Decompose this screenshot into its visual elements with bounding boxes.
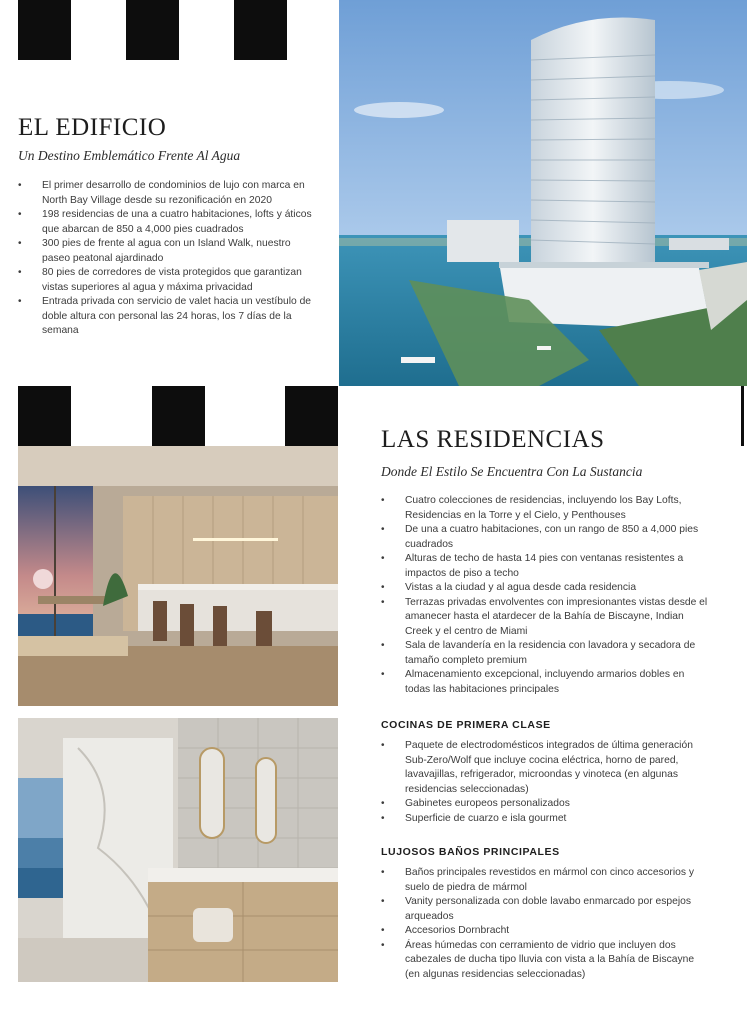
list-item: • Sala de lavandería en la residencia con lavadora y secadora de tamaño completo premium bbox=[381, 639, 711, 668]
list-item: • Almacenamiento excepcional, incluyendo armarios dobles en todas las habitaciones principales bbox=[381, 668, 711, 697]
list-item: • El primer desarrollo de condominios de lujo con marca en North Bay Village desde su rezonificación en 2020 bbox=[18, 179, 318, 208]
residencias-title: LAS RESIDENCIAS bbox=[381, 426, 605, 453]
banos-bullet-list bbox=[381, 866, 711, 982]
top-stripe-bar bbox=[18, 0, 338, 60]
list-item: • Entrada privada con servicio de valet hacia un vestíbulo de doble altura con personal las 24 horas, los 7 días de la semana bbox=[18, 295, 318, 339]
list-item: • Alturas de techo de hasta 14 pies con ventanas resistentes a impactos de piso a techo bbox=[381, 552, 711, 581]
kitchen-interior-photo bbox=[18, 446, 338, 706]
list-item: • Áreas húmedas con cerramiento de vidrio que incluyen dos cabezales de ducha tipo lluvia con vista a la Bahía de Biscayne (en algunas residencias seleccionadas) bbox=[381, 939, 711, 983]
list-item: • Vistas a la ciudad y al agua desde cada residencia bbox=[381, 581, 711, 596]
list-item: • Paquete de electrodomésticos integrados de última generación Sub-Zero/Wolf que incluye cocina eléctrica, horno de pared, lavavajillas, refrigerador, microondas y vinoteca (en algunas residencias seleccionadas) bbox=[381, 739, 711, 797]
list-item: • Gabinetes europeos personalizados bbox=[381, 797, 711, 812]
edificio-bullet-list bbox=[18, 179, 318, 339]
list-item: • Terrazas privadas envolventes con impresionantes vistas desde el amanecer hasta el atardecer de la Bahía de Biscayne, Indian Creek y el centro de Miami bbox=[381, 596, 711, 640]
edificio-title: EL EDIFICIO bbox=[18, 114, 167, 141]
middle-stripe-bar bbox=[18, 386, 338, 446]
cocinas-heading: COCINAS DE PRIMERA CLASE bbox=[381, 719, 551, 731]
list-item: • 198 residencias de una a cuatro habitaciones, lofts y áticos que abarcan de 850 a 4,000 pies cuadrados bbox=[18, 208, 318, 237]
list-item: • Cuatro colecciones de residencias, incluyendo los Bay Lofts, Residencias en la Torre y el Cielo, y Penthouses bbox=[381, 494, 711, 523]
banos-heading: LUJOSOS BAÑOS PRINCIPALES bbox=[381, 846, 560, 858]
edificio-subtitle: Un Destino Emblemático Frente Al Agua bbox=[18, 148, 241, 163]
list-item: • Superficie de cuarzo e isla gourmet bbox=[381, 812, 711, 827]
list-item: • Baños principales revestidos en mármol con cinco accesorios y suelo de piedra de mármol bbox=[381, 866, 711, 895]
bathroom-interior-photo bbox=[18, 718, 338, 982]
list-item: • 300 pies de frente al agua con un Island Walk, nuestro paseo peatonal ajardinado bbox=[18, 237, 318, 266]
list-item: • Accesorios Dornbracht bbox=[381, 924, 711, 939]
list-item: • De una a cuatro habitaciones, con un rango de 850 a 4,000 pies cuadrados bbox=[381, 523, 711, 552]
right-edge-line bbox=[741, 386, 744, 446]
cocinas-bullet-list bbox=[381, 739, 711, 826]
waterfront-tower-photo bbox=[339, 0, 747, 386]
residencias-bullet-list bbox=[381, 494, 711, 697]
list-item: • Vanity personalizada con doble lavabo enmarcado por espejos arqueados bbox=[381, 895, 711, 924]
residencias-subtitle: Donde El Estilo Se Encuentra Con La Sustancia bbox=[381, 464, 643, 479]
list-item: • 80 pies de corredores de vista protegidos que garantizan vistas superiores al agua y máxima privacidad bbox=[18, 266, 318, 295]
